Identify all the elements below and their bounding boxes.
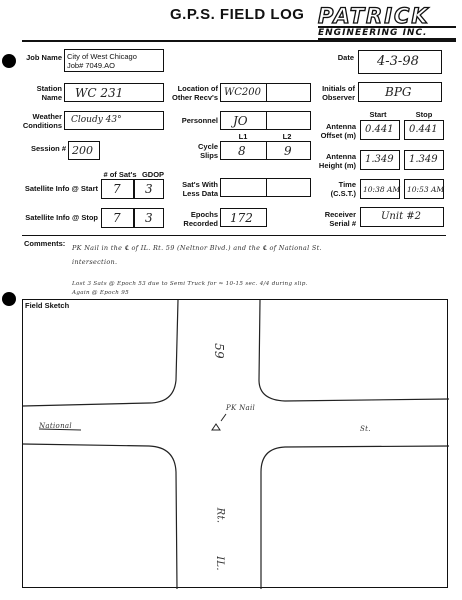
road-edge-sw	[23, 444, 177, 589]
time-label: Time (C.S.T.)	[330, 180, 356, 198]
location-label: Location of Other Recv's	[172, 84, 218, 102]
comments-top-rule	[22, 235, 446, 236]
job-name-label: Job Name	[26, 53, 62, 62]
antenna-offset-label: Antenna Offset (m)	[320, 122, 356, 140]
company-logo	[318, 4, 456, 42]
receiver-serial-label: Receiver Serial #	[324, 210, 356, 228]
initials-value: BPG	[385, 85, 412, 99]
pk-nail-leader	[221, 414, 226, 421]
epochs-field[interactable]	[220, 208, 267, 227]
comment-line-1: PK Nail in the ℄ of IL. Rt. 59 (Neltnor Blvd.) and the ℄ of National St.	[72, 244, 322, 252]
location-field-1[interactable]	[220, 83, 267, 102]
sat-start-num-value: 7	[113, 182, 121, 196]
pk-nail-marker	[212, 424, 220, 430]
cycle-slips-l1-field[interactable]	[220, 141, 267, 160]
sat-start-num-field[interactable]	[101, 179, 134, 199]
gdop-label: GDOP	[141, 170, 165, 179]
road-edge-nw	[23, 300, 178, 406]
receiver-serial-field[interactable]	[360, 207, 444, 227]
form-title: G.P.S. FIELD LOG	[170, 6, 305, 23]
date-field[interactable]	[358, 50, 442, 74]
session-value: 200	[72, 144, 93, 157]
sat-stop-gdop-field[interactable]	[134, 208, 164, 228]
personnel-field-1[interactable]	[220, 111, 267, 130]
cycle-slips-label: Cycle Slips	[197, 142, 218, 160]
sats-less-field-2[interactable]	[266, 178, 311, 197]
personnel-value: JO	[233, 114, 248, 128]
station-name-field[interactable]	[64, 83, 164, 102]
num-sats-label: # of Sat's	[103, 170, 137, 179]
rt-label: Rt.	[214, 507, 226, 524]
field-sketch-area[interactable]	[22, 299, 448, 588]
start-label: Start	[369, 110, 387, 119]
antenna-height-stop-field[interactable]	[404, 150, 444, 170]
job-name-field[interactable]	[64, 49, 164, 72]
date-value: 4-3-98	[377, 54, 419, 69]
field-sketch-label: Field Sketch	[25, 301, 70, 310]
antenna-offset-stop-value: 0.441	[409, 124, 438, 135]
stop-label: Stop	[415, 110, 433, 119]
location-field-2[interactable]	[266, 83, 311, 102]
sat-start-gdop-value: 3	[145, 182, 153, 196]
antenna-offset-start-field[interactable]	[360, 120, 400, 140]
logo-subtitle: ENGINEERING INC.	[318, 26, 456, 40]
binder-hole-top	[2, 54, 16, 68]
l2-label: L2	[282, 132, 292, 141]
location-value: WC200	[224, 87, 262, 98]
cycle-slips-l2-field[interactable]	[266, 141, 311, 160]
time-stop-field[interactable]	[404, 179, 444, 199]
sat-stop-gdop-value: 3	[145, 211, 153, 225]
comment-line-3: Lost 3 Sats @ Epoch 53 due to Semi Truck for ≈ 10-15 sec. 4/4 during slip.	[72, 281, 308, 287]
epochs-label: Epochs Recorded	[183, 210, 218, 228]
station-name-value: WC 231	[75, 86, 124, 100]
time-start-field[interactable]	[360, 179, 400, 199]
road-edge-se	[261, 446, 449, 589]
cycle-slips-l1-value: 8	[238, 144, 246, 158]
receiver-serial-value: Unit #2	[381, 211, 422, 222]
binder-hole-bottom	[2, 292, 16, 306]
session-field[interactable]	[68, 141, 100, 160]
initials-field[interactable]	[358, 82, 442, 102]
initials-label: Initials of Observer	[322, 84, 355, 102]
antenna-height-stop-value: 1.349	[409, 154, 438, 165]
job-name-line1: City of West Chicago	[67, 52, 137, 61]
comments-label: Comments:	[24, 239, 66, 248]
sats-less-field-1[interactable]	[220, 178, 267, 197]
national-label: National	[39, 422, 72, 430]
cycle-slips-l2-value: 9	[284, 144, 292, 158]
antenna-height-start-field[interactable]	[360, 150, 400, 170]
weather-label: Weather Conditions	[22, 112, 62, 130]
comment-line-2: intersection.	[72, 258, 118, 266]
pk-nail-label: PK Nail	[226, 404, 256, 412]
l1-label: L1	[238, 132, 248, 141]
antenna-offset-start-value: 0.441	[365, 124, 394, 135]
header-rule	[22, 40, 456, 42]
road-edge-ne	[259, 300, 449, 401]
logo-wordmark: PATRICK	[318, 4, 430, 28]
time-start-value: 10:38 AM	[363, 185, 401, 194]
st-label: St.	[360, 425, 371, 433]
session-label: Session #	[30, 144, 66, 153]
sat-start-gdop-field[interactable]	[134, 179, 164, 199]
weather-value: Cloudy 43°	[71, 115, 122, 125]
weather-field[interactable]	[64, 111, 164, 130]
personnel-field-2[interactable]	[266, 111, 311, 130]
sat-stop-num-field[interactable]	[101, 208, 134, 228]
job-name-line2: Job# 7049.AO	[67, 61, 115, 70]
intersection-sketch	[23, 300, 449, 589]
comment-line-4: Again @ Epoch 95	[72, 290, 129, 296]
time-stop-value: 10:53 AM	[407, 185, 445, 194]
antenna-height-start-value: 1.349	[365, 154, 394, 165]
sats-less-label: Sat's With Less Data	[182, 180, 218, 198]
station-name-label: Station Name	[36, 84, 62, 102]
personnel-label: Personnel	[181, 116, 218, 125]
sat-start-label: Satellite Info @ Start	[24, 184, 98, 193]
sat-stop-num-value: 7	[113, 211, 121, 225]
epochs-value: 172	[230, 211, 253, 225]
road-label-59: 59	[211, 343, 226, 359]
il-label: IL.	[213, 556, 225, 571]
sat-stop-label: Satellite Info @ Stop	[25, 213, 98, 222]
antenna-height-label: Antenna Height (m)	[318, 152, 356, 170]
antenna-offset-stop-field[interactable]	[404, 120, 444, 140]
date-label: Date	[337, 53, 354, 62]
